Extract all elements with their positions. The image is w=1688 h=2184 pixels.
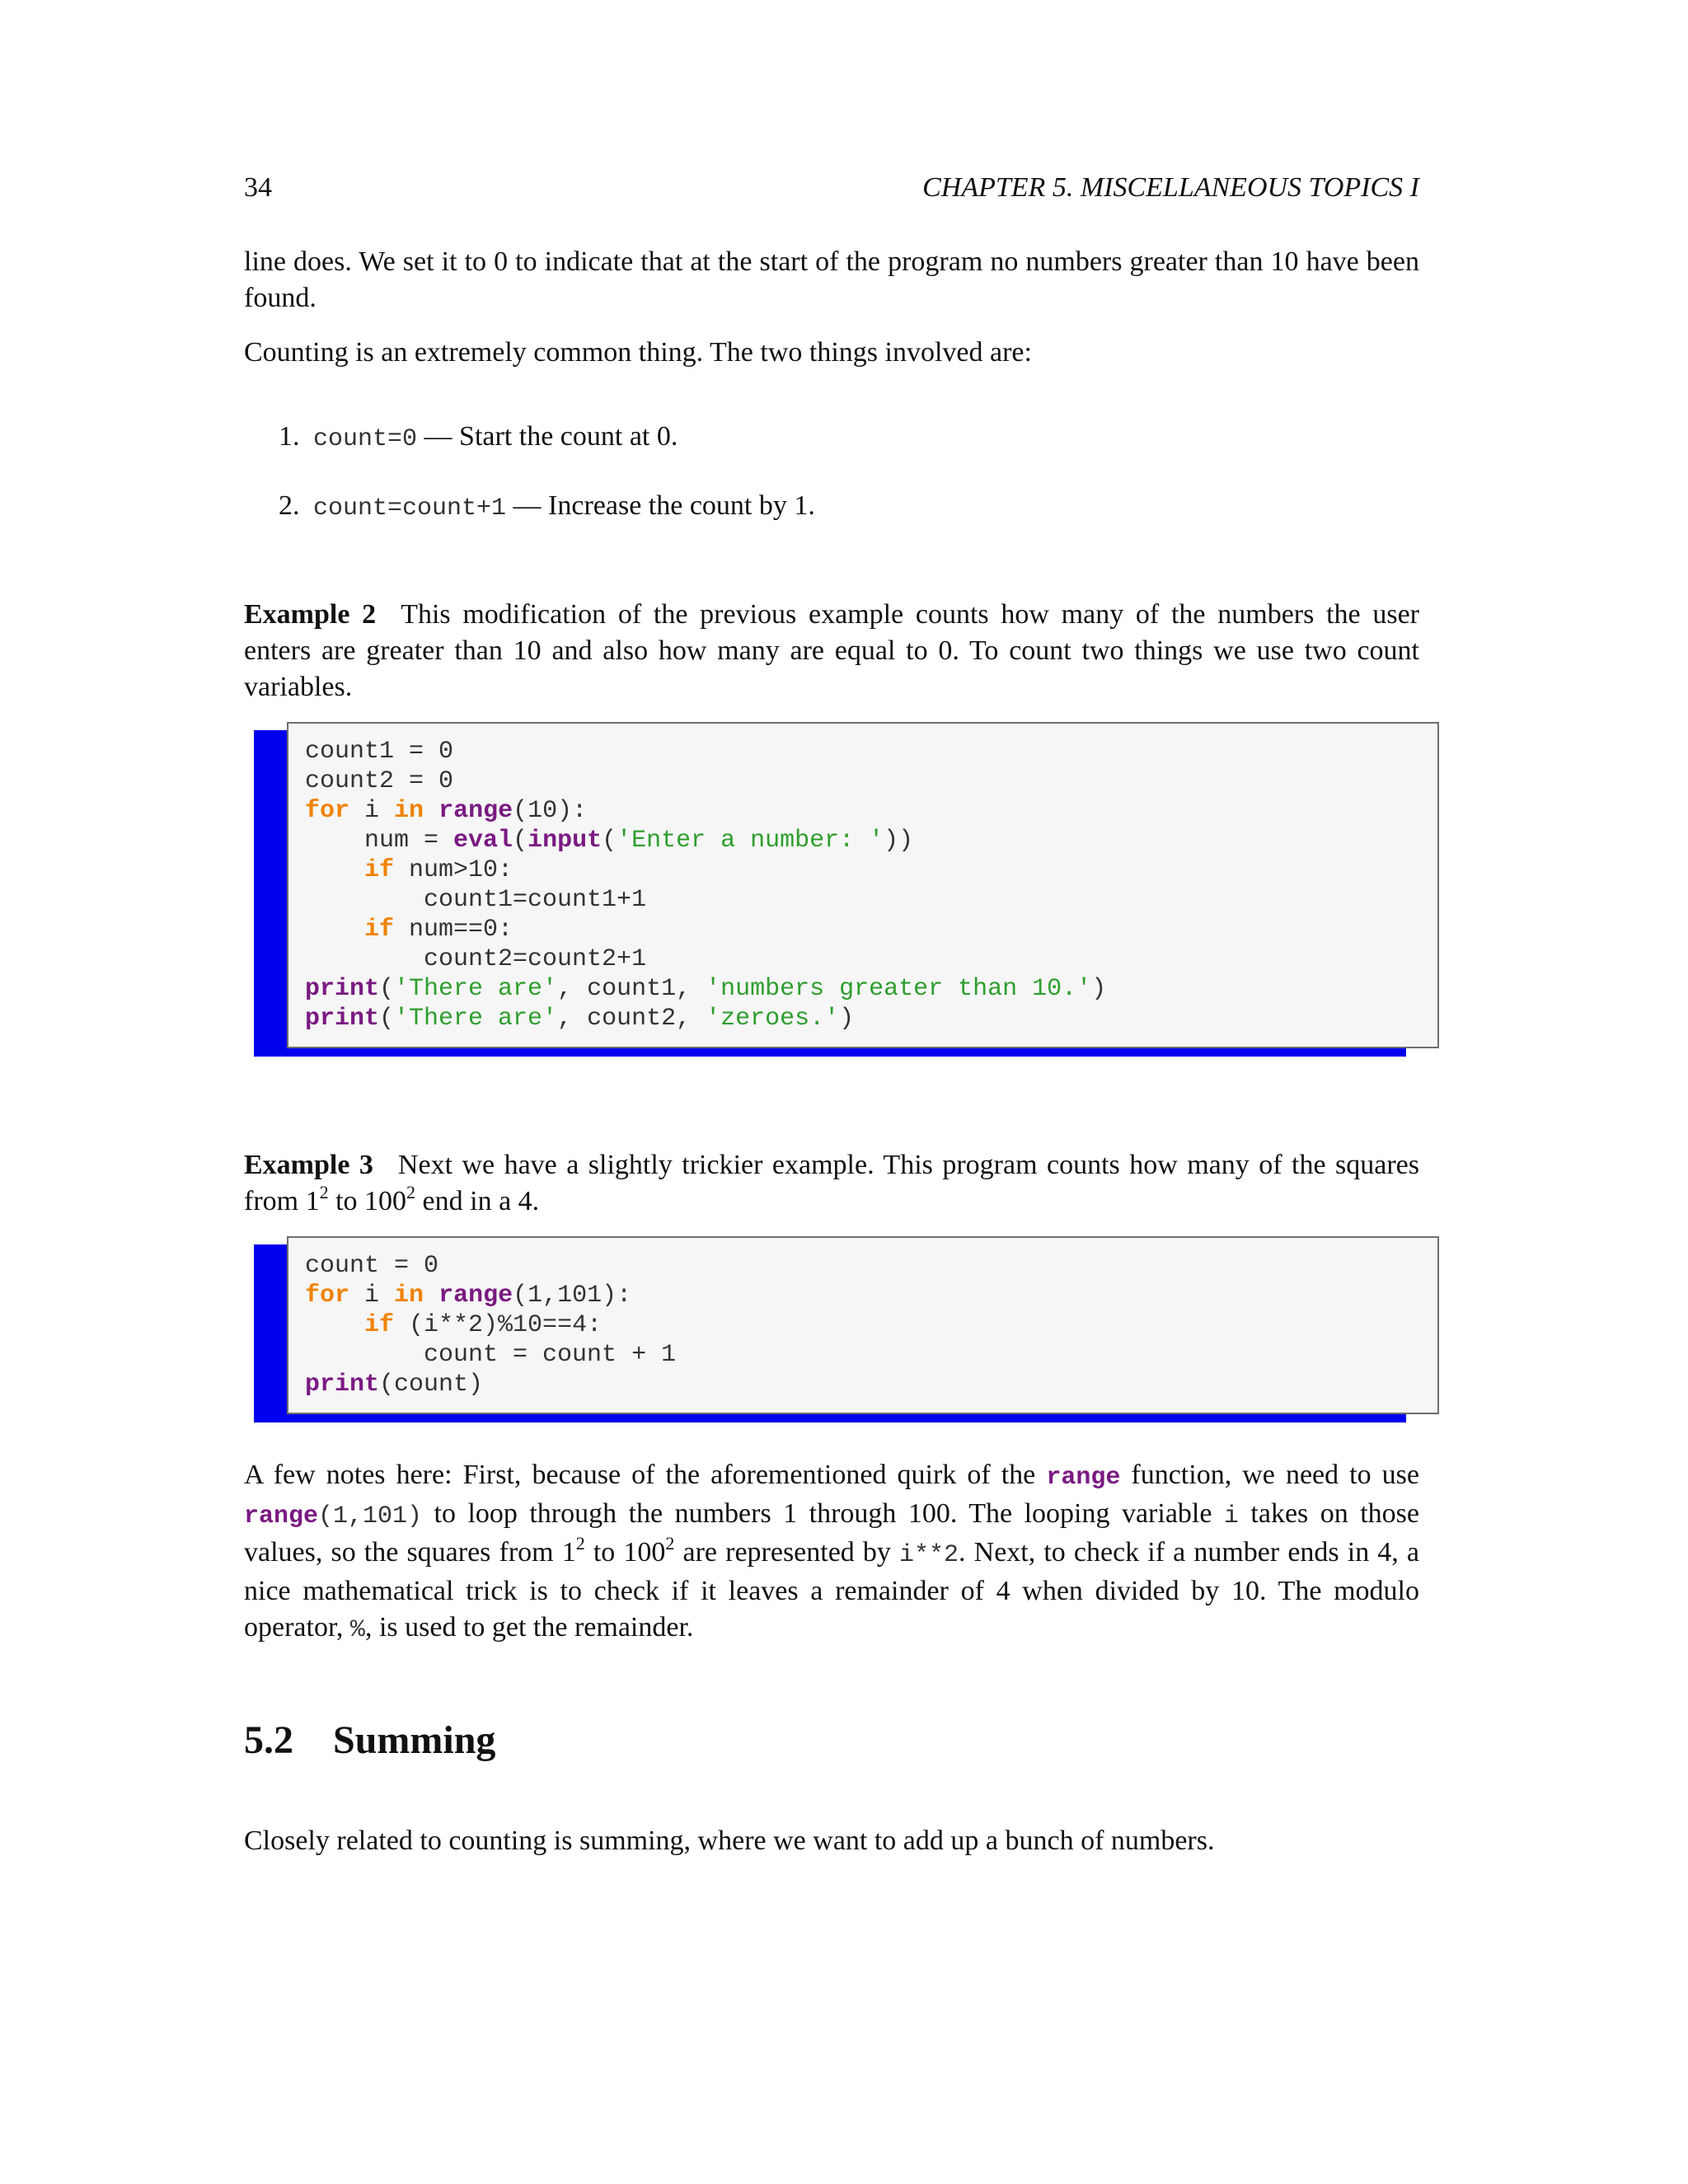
page-number: 34 <box>244 172 272 203</box>
example-3-text: end in a 4. <box>415 1186 540 1216</box>
superscript: 2 <box>575 1533 585 1554</box>
superscript: 2 <box>319 1182 329 1202</box>
notes-text: , is used to get the remainder. <box>364 1612 694 1643</box>
list-item-text: — Increase the count by 1. <box>506 490 815 521</box>
code-token: (count) <box>379 1371 484 1399</box>
code-token: (1,101): <box>513 1282 632 1310</box>
code-line <box>305 1370 1437 1399</box>
code-token: count = count + 1 <box>305 1341 677 1369</box>
inline-code-keyword: range <box>244 1502 319 1530</box>
code-line <box>305 974 1437 1004</box>
code-token: if <box>364 916 395 944</box>
code-token: if <box>364 856 395 884</box>
notes-paragraph <box>244 1457 1419 1648</box>
code-token: num==0: <box>394 916 513 944</box>
code-line <box>305 1281 1437 1310</box>
section-paragraph: Closely related to counting is summing, where we want to add up a bunch of numbers. <box>244 1825 1215 1856</box>
list-item-number: 1. <box>279 421 300 452</box>
code-token <box>305 1311 364 1339</box>
code-line <box>305 885 1437 915</box>
code-token: count = 0 <box>305 1252 439 1280</box>
example-2-text: This modification of the previous example counts how many of the numbers the user enters are greater than 10 and also how many are equal to 0. To count two things we use two count variables. <box>244 599 1419 702</box>
code-token <box>424 797 438 825</box>
chapter-title: CHAPTER 5. MISCELLANEOUS TOPICS I <box>922 172 1419 203</box>
code-token: range <box>438 1282 513 1310</box>
section-heading <box>244 1716 495 1765</box>
inline-code: i**2 <box>899 1541 959 1569</box>
inline-code-keyword: range <box>1046 1464 1121 1492</box>
code-token: i <box>349 1282 395 1310</box>
code-line <box>305 1004 1437 1033</box>
code-token: ) <box>1091 975 1107 1003</box>
notes-text: . Next, to check if a number ends in 4, a nice mathematical trick is to check if it leaves a remainder of 4 when divided by 10. The modulo operator, <box>244 1537 1420 1643</box>
code-token: )) <box>884 827 914 855</box>
code-token: count1 = 0 <box>305 738 454 766</box>
counting-paragraph: Counting is an extremely common thing. The two things involved are: <box>244 337 1032 368</box>
code-token: , count2, <box>557 1005 706 1033</box>
code-token: print <box>305 1005 380 1033</box>
code-token: in <box>394 797 424 825</box>
code-token <box>305 856 364 884</box>
example-3-label: Example 3 <box>244 1150 373 1180</box>
code-token: for <box>305 1282 350 1310</box>
code-token: num>10: <box>394 856 513 884</box>
code-token: ) <box>839 1005 855 1033</box>
intro-paragraph: line does. We set it to 0 to indicate that at the start of the program no numbers greater than 10 have been found. <box>244 246 1419 313</box>
code-token: 'Enter a number: ' <box>617 827 884 855</box>
inline-code: % <box>349 1616 365 1644</box>
code-token: if <box>364 1311 395 1339</box>
list-item-code: count=count+1 <box>313 494 507 523</box>
notes-text: are represented by <box>674 1537 900 1568</box>
code-line <box>305 826 1437 855</box>
code-line <box>305 1251 1437 1281</box>
inline-code: (1,101) <box>318 1502 423 1530</box>
code-token: ( <box>379 1005 395 1033</box>
list-item-code: count=0 <box>313 425 418 453</box>
code-line <box>305 944 1437 974</box>
code-token: 'There are' <box>394 1005 558 1033</box>
code-line <box>305 1340 1437 1370</box>
code-token: print <box>305 975 380 1003</box>
code-token: ( <box>602 827 617 855</box>
code-block-example-3 <box>287 1236 1439 1414</box>
code-token <box>305 916 364 944</box>
superscript: 2 <box>406 1182 416 1202</box>
code-token: print <box>305 1371 380 1399</box>
code-line <box>305 796 1437 826</box>
code-token: for <box>305 797 350 825</box>
code-token: range <box>438 797 513 825</box>
document-page <box>244 0 1419 2184</box>
list-item <box>279 488 815 527</box>
code-token: ( <box>379 975 395 1003</box>
running-header <box>244 169 1419 207</box>
notes-text: A few notes here: First, because of the aforementioned quirk of the <box>244 1460 1047 1490</box>
code-token: eval <box>453 827 513 855</box>
code-block-example-2 <box>287 722 1439 1048</box>
code-token: ( <box>513 827 528 855</box>
notes-text: function, we need to use <box>1120 1460 1419 1490</box>
code-line <box>305 766 1437 796</box>
section-title: Summing <box>333 1718 496 1762</box>
notes-text: to loop through the numbers 1 through 100. The looping variable <box>422 1498 1224 1529</box>
list-item <box>279 419 678 457</box>
superscript: 2 <box>665 1533 675 1554</box>
code-line <box>305 915 1437 944</box>
code-token: in <box>394 1282 424 1310</box>
code-token: count2=count2+1 <box>305 945 647 973</box>
notes-text: takes on those values, so the squares from 1 <box>244 1498 1419 1568</box>
code-token: (10): <box>513 797 588 825</box>
code-token: (i**2)%10==4: <box>394 1311 603 1339</box>
code-token <box>424 1282 438 1310</box>
list-item-number: 2. <box>279 490 300 521</box>
notes-text: to 100 <box>584 1537 666 1568</box>
code-token: , count1, <box>557 975 706 1003</box>
inline-code: i <box>1223 1502 1239 1530</box>
example-3-text: Next we have a slightly trickier example. This program counts how many of the squares from 1 <box>244 1150 1419 1216</box>
code-line <box>305 737 1437 766</box>
code-token: 'numbers greater than 10.' <box>706 975 1092 1003</box>
code-token: count1=count1+1 <box>305 886 647 914</box>
code-token: 'There are' <box>394 975 558 1003</box>
example-3-text: to 100 <box>328 1186 407 1216</box>
section-number: 5.2 <box>244 1718 293 1762</box>
code-token: 'zeroes.' <box>706 1005 840 1033</box>
code-token: i <box>349 797 395 825</box>
code-line <box>305 1310 1437 1340</box>
code-token: num = <box>305 827 454 855</box>
example-2-paragraph <box>244 597 1419 705</box>
code-token: count2 = 0 <box>305 767 454 795</box>
code-line <box>305 855 1437 885</box>
code-token: input <box>528 827 603 855</box>
example-3-paragraph <box>244 1147 1419 1220</box>
example-2-label: Example 2 <box>244 599 377 630</box>
list-item-text: — Start the count at 0. <box>417 421 678 452</box>
